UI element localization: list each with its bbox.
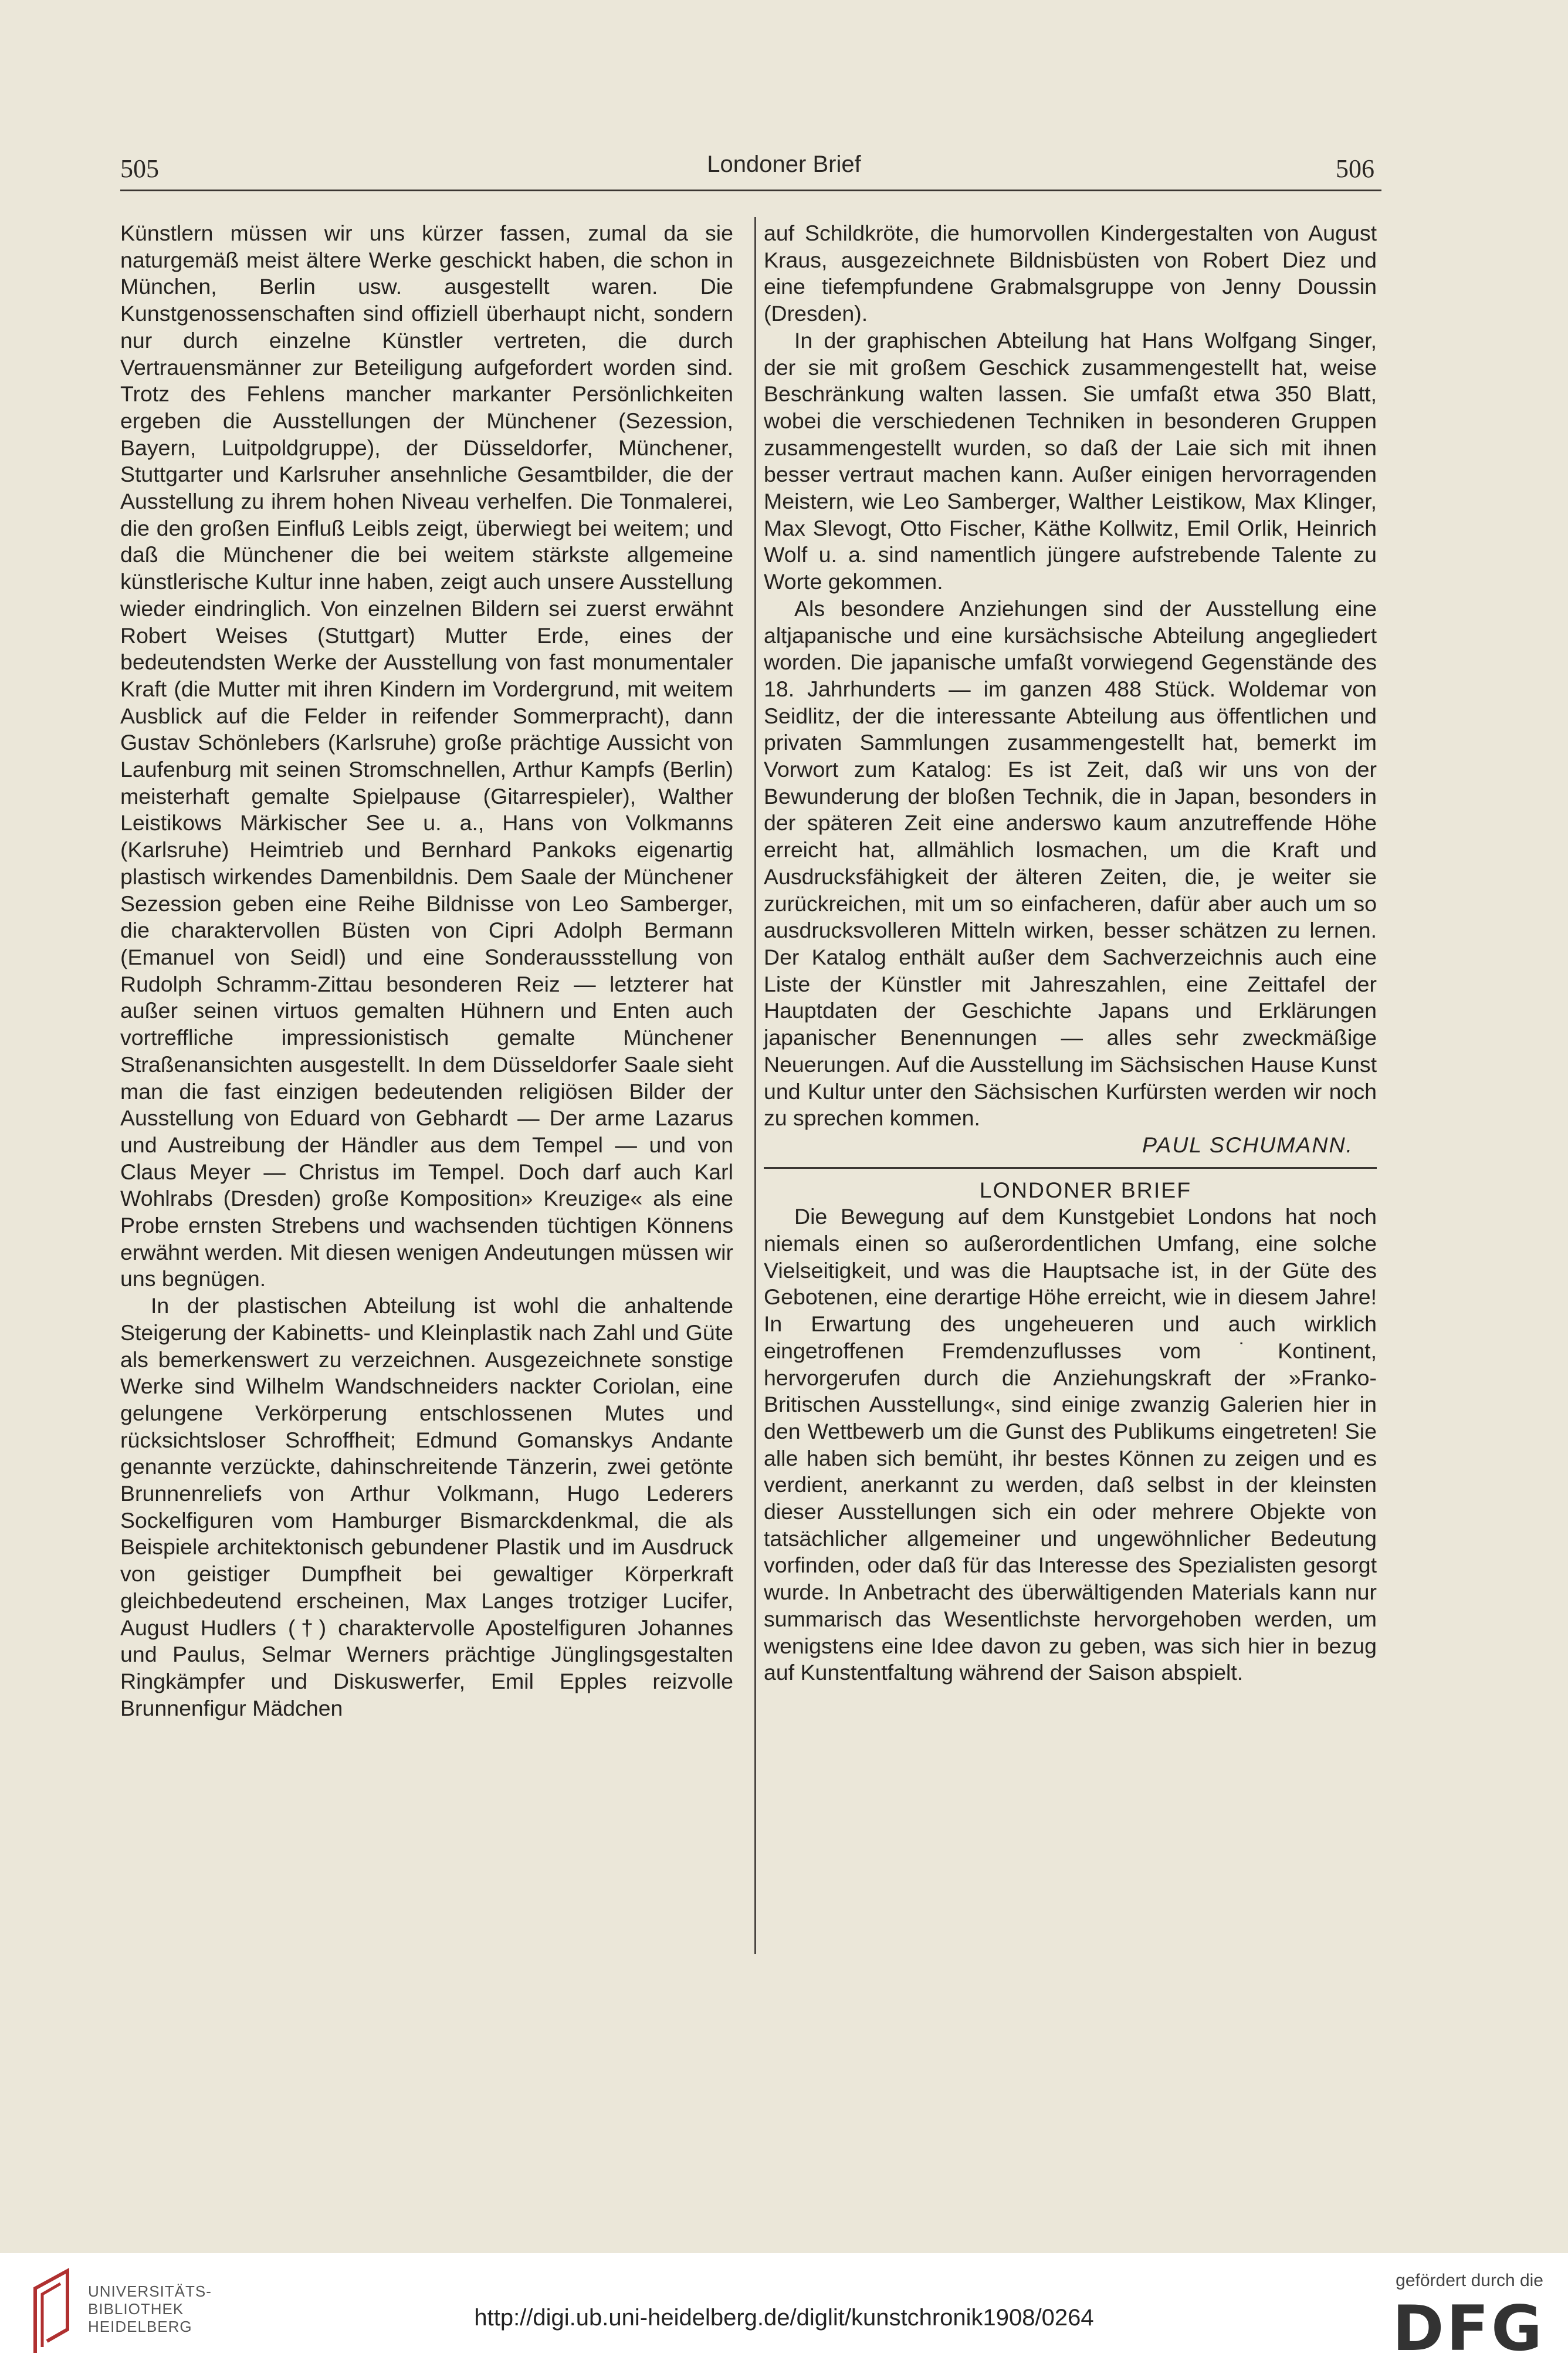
author-signature: PAUL SCHUMANN. [1142, 1132, 1353, 1157]
paragraph: In der plastischen Abteilung ist wohl die anhaltende Steigerung der Kabinetts- und Kleinplastik nach Zahl und Güte als bemerkenswert zu verzeichnen. Ausgezeichnete sonstige Werke sind Wilhelm Wandschneiders nackter Coriolan, eine gelungene Verkörperung entschlossenen Mutes und rücksichtsloser Schroffheit; Edmund Gomanskys Andante genannte verzückte, dahinschreitende Tänzerin, zwei getönte Brunnenreliefs von Arthur Volkmann, Hugo Lederers Sockelfiguren vom Hamburger Bismarckdenkmal, die als Beispiele architektonisch gebundener Plastik und im Ausdruck von geistiger Dumpfheit bei gewaltiger Körperkraft gleichbedeutend erscheinen, Max Langes trotziger Lucifer, August Hudlers (†) charaktervolle Apostelfiguren Johannes und Paulus, Selmar Werners prächtige Jünglingsgestalten Ringkämpfer und Diskuswerfer, Emil Epples reizvolle Brunnenfigur Mädchen [120, 1293, 733, 1720]
right-column [764, 220, 1377, 1686]
left-column [120, 220, 733, 1722]
source-url-link[interactable]: http://digi.ub.uni-heidelberg.de/diglit/kunstchronik1908/0264 [474, 2305, 1094, 2331]
paragraph: Als besondere Anziehungen sind der Ausstellung eine altjapanische und eine kursächsische Abteilung angegliedert worden. Die japanische umfaßt vorwiegend Gegenstände des 18. Jahrhunderts — im ganzen 488 Stück. Woldemar von Seidlitz, der die interessante Abteilung aus öffentlichen und privaten Sammlungen zusammengestellt hat, bemerkt im Vorwort zum Katalog: Es ist Zeit, daß wir uns von der Bewunderung der bloßen Technik, die in Japan, besonders in der späteren Zeit eine anderswo kaum anzutreffende Höhe erreicht hat, allmählich losmachen, um die Kraft und Ausdrucksfähigkeit der älteren Zeiten, die, je weiter sie zurückreichen, mit um so einfacheren, dafür aber auch um so ausdrucksvolleren Mitteln wirken, besser schätzen zu lernen. Der Katalog enthält außer dem Sachverzeichnis auch eine Liste der Künstler mit Jahreszahlen, eine Zeittafel der Hauptdaten der Geschichte Japans und Erklärungen japanischer Benennungen — alles sehr zweckmäßige Neuerungen. Auf die Ausstellung im Sächsischen Hause Kunst und Kultur unter den Sächsischen Kurfürsten werden wir noch zu sprechen kommen. [764, 596, 1377, 1131]
page-number-left: 505 [120, 154, 159, 183]
section-title: LONDONER BRIEF [979, 1177, 1192, 1202]
header-rule [120, 190, 1381, 191]
paragraph: Die Bewegung auf dem Kunstgebiet Londons hat noch niemals einen so außerordentlichen Umfang, eine solche Vielseitigkeit, und was die Hauptsache ist, in der Güte des Gebotenen, eine derartige Höhe erreicht, wie in diesem Jahre! In Erwartung des ungeheueren und auch wirklich eingetroffenen Fremdenzuflusses vom ˙Kontinent, hervorgerufen durch die Anziehungskraft der »Franko-Britischen Ausstellung«, sind einige zwanzig Galerien hier in den Wettbewerb um die Gunst des Publikums eingetreten! Sie alle haben sich bemüht, ihr bestes Können zu zeigen und es verdient, anerkannt zu werden, daß selbst in der kleinsten dieser Ausstellungen sich ein oder mehrere Objekte von tatsächlicher allgemeiner und ungewöhnlicher Bedeutung vorfinden, oder daß für das Interesse des Spezialisten gesorgt wurde. In Anbetracht des überwältigenden Materials kann nur summarisch das Wesentlichste hervorgehoben werden, um wenigstens eine Idee davon zu geben, was sich hier in bezug auf Kunstentfaltung während der Saison abspielt. [764, 1204, 1377, 1685]
paragraph: auf Schildkröte, die humorvollen Kindergestalten von August Kraus, ausgezeichnete Bildnisbüsten von Robert Diez und eine tiefempfundene Grabmalsgruppe von Jenny Doussin (Dresden). [764, 221, 1377, 326]
paragraph: Künstlern müssen wir uns kürzer fassen, zumal da sie naturgemäß meist ältere Werke geschickt haben, die schon in München, Berlin usw. ausgestellt waren. Die Kunstgenossenschaften sind offiziell überhaupt nicht, sondern nur durch einzelne Künstler vertreten, die durch Vertrauensmänner zur Beteiligung aufgefordert worden sind. Trotz des Fehlens mancher markanter Persönlichkeiten ergeben die Ausstellungen der Münchener (Sezession, Bayern, Luitpoldgruppe), der Düsseldorfer, Münchener, Stuttgarter und Karlsruher ansehnliche Gesamtbilder, die der Ausstellung zu ihrem hohen Niveau verhelfen. Die Tonmalerei, die den großen Einfluß Leibls zeigt, überwiegt bei weitem; und daß die Münchener die bei weitem stärkste allgemeine künstlerische Kultur inne haben, zeigt auch unsere Ausstellung wieder eindringlich. Von einzelnen Bildern sei zuerst erwähnt Robert Weises (Stuttgart) Mutter Erde, eines der bedeutendsten Werke der Ausstellung von fast monumentaler Kraft (die Mutter mit ihren Kindern im Vordergrund, mit weitem Ausblick auf die Felder in reifender Sommerpracht), dann Gustav Schönlebers (Karlsruhe) große prächtige Aussicht von Laufenburg mit seinen Stromschnellen, Arthur Kampfs (Berlin) meisterhaft gemalte Spielpause (Gitarrespieler), Walther Leistikows Märkischer See u. a., Hans von Volkmanns (Karlsruhe) Heimtrieb und Bernhard Pankoks eigenartig plastisch wirkendes Damenbildnis. Dem Saale der Münchener Sezession geben eine Reihe Bildnisse von Leo Samberger, die charaktervollen Büsten von Cipri Adolph Bermann (Emanuel von Seidl) und eine Sonderaussstellung von Rudolph Schramm-Zittau besonderen Reiz — letzterer hat außer seinen virtuos gemalten Hühnern und Enten auch vortreffliche impressionistisch gemalte Münchener Straßenansichten ausgestellt. In dem Düsseldorfer Saale sieht man die fast einzigen bedeutenden religiösen Bilder der Ausstellung von Eduard von Gebhardt — Der arme Lazarus und Austreibung der Händler aus dem Tempel — und von Claus Meyer — Christus im Tempel. Doch darf auch Karl Wohlrabs (Dresden) große Komposition» Kreuzige« als eine Probe ernsten Strebens und wachsenden tüchtigen Könnens erwähnt werden. Mit diesen wenigen Andeutungen müssen wir uns begnügen. [120, 221, 733, 1291]
section-rule [764, 1167, 1377, 1169]
page-number-right: 506 [1336, 154, 1374, 183]
column-divider [754, 217, 756, 1954]
library-name: UNIVERSITÄTS- BIBLIOTHEK HEIDELBERG [88, 2283, 212, 2335]
paragraph: In der graphischen Abteilung hat Hans Wolfgang Singer, der sie mit großem Geschick zusammengestellt hat, weise Beschränkung walten lassen. Sie umfaßt etwa 350 Blatt, wobei die verschiedenen Techniken in besonderen Gruppen zusammengestellt wurden, so daß der Laie sich mit ihnen besser vertraut machen kann. Außer einigen hervorragenden Meistern, wie Leo Samberger, Walther Leistikow, Max Klinger, Max Slevogt, Otto Fischer, Käthe Kollwitz, Emil Orlik, Heinrich Wolf u. a. sind namentlich jüngere aufstrebende Talente zu Worte gekommen. [764, 327, 1377, 594]
running-title: Londoner Brief [707, 151, 861, 177]
funding-caption: gefördert durch die [1396, 2271, 1543, 2290]
dfg-logo: DFG [1392, 2292, 1545, 2365]
footer [0, 2253, 1568, 2367]
